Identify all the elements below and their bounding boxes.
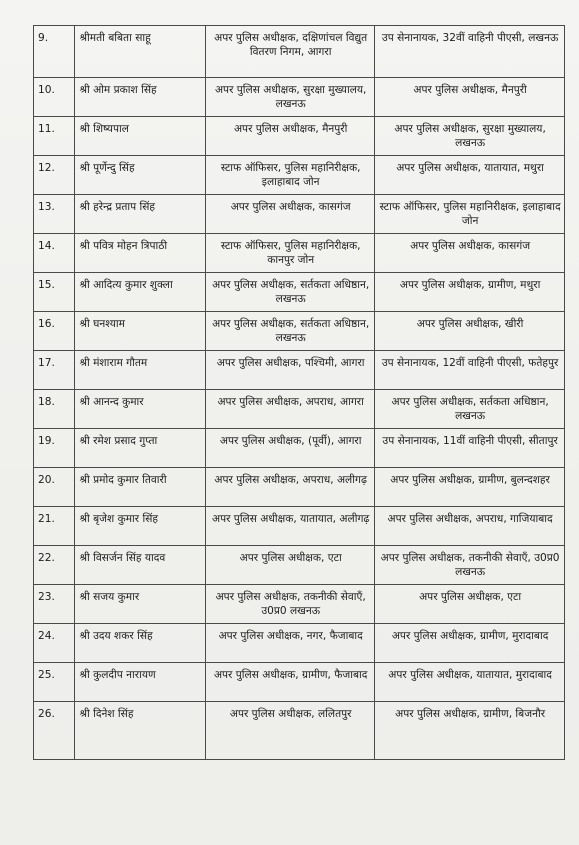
new-posting: अपर पुलिस अधीक्षक, अपराध, गाजियाबाद	[375, 507, 565, 546]
current-posting: अपर पुलिस अधीक्षक, दक्षिणांचल विद्युत वितरण निगम, आगरा	[206, 26, 375, 78]
new-posting: अपर पुलिस अधीक्षक, तकनीकी सेवाएँ, उ0प्र0 लखनऊ	[375, 546, 565, 585]
officer-name: श्री पवित्र मोहन त्रिपाठी	[75, 234, 206, 273]
transfer-list-table	[33, 25, 565, 760]
current-posting: अपर पुलिस अधीक्षक, कासगंज	[206, 195, 375, 234]
serial-number: 16.	[34, 312, 75, 351]
current-posting: अपर पुलिस अधीक्षक, सर्तकता अधिष्ठान, लखनऊ	[206, 273, 375, 312]
officer-name: श्री पूर्णेन्दु सिंह	[75, 156, 206, 195]
current-posting: अपर पुलिस अधीक्षक, तकनीकी सेवाएँ, उ0प्र0 लखनऊ	[206, 585, 375, 624]
officer-name: श्री शिष्यपाल	[75, 117, 206, 156]
table-row	[34, 546, 565, 585]
table-row	[34, 26, 565, 78]
serial-number: 10.	[34, 78, 75, 117]
serial-number: 15.	[34, 273, 75, 312]
table-row	[34, 624, 565, 663]
new-posting: उप सेनानायक, 11वीं वाहिनी पीएसी, सीतापुर	[375, 429, 565, 468]
officer-name: श्री आनन्द कुमार	[75, 390, 206, 429]
officer-name: श्री घनश्याम	[75, 312, 206, 351]
serial-number: 18.	[34, 390, 75, 429]
current-posting: अपर पुलिस अधीक्षक, नगर, फैजाबाद	[206, 624, 375, 663]
current-posting: स्टाफ ऑफिसर, पुलिस महानिरीक्षक, इलाहाबाद जोन	[206, 156, 375, 195]
current-posting: स्टाफ ऑफिसर, पुलिस महानिरीक्षक, कानपुर जोन	[206, 234, 375, 273]
current-posting: अपर पुलिस अधीक्षक, अपराध, अलीगढ़	[206, 468, 375, 507]
officer-name: श्री सजय कुमार	[75, 585, 206, 624]
serial-number: 20.	[34, 468, 75, 507]
serial-number: 9.	[34, 26, 75, 78]
new-posting: अपर पुलिस अधीक्षक, ग्रामीण, बुलन्दशहर	[375, 468, 565, 507]
table-row	[34, 507, 565, 546]
new-posting: अपर पुलिस अधीक्षक, ग्रामीण, मथुरा	[375, 273, 565, 312]
new-posting: अपर पुलिस अधीक्षक, कासगंज	[375, 234, 565, 273]
new-posting: अपर पुलिस अधीक्षक, यातायात, मुरादाबाद	[375, 663, 565, 702]
current-posting: अपर पुलिस अधीक्षक, सर्तकता अधिष्ठान, लखनऊ	[206, 312, 375, 351]
table-row	[34, 429, 565, 468]
officer-name: श्री बृजेश कुमार सिंह	[75, 507, 206, 546]
serial-number: 13.	[34, 195, 75, 234]
officer-name: श्री मंशाराम गौतम	[75, 351, 206, 390]
serial-number: 26.	[34, 702, 75, 760]
serial-number: 19.	[34, 429, 75, 468]
serial-number: 23.	[34, 585, 75, 624]
new-posting: अपर पुलिस अधीक्षक, ग्रामीण, बिजनौर	[375, 702, 565, 760]
new-posting: स्टाफ ऑफिसर, पुलिस महानिरीक्षक, इलाहाबाद जोन	[375, 195, 565, 234]
current-posting: अपर पुलिस अधीक्षक, ललितपुर	[206, 702, 375, 760]
serial-number: 22.	[34, 546, 75, 585]
officer-name: श्री आदित्य कुमार शुक्ला	[75, 273, 206, 312]
table-row	[34, 390, 565, 429]
table-row	[34, 663, 565, 702]
serial-number: 24.	[34, 624, 75, 663]
officer-name: श्री कुलदीप नारायण	[75, 663, 206, 702]
serial-number: 25.	[34, 663, 75, 702]
serial-number: 21.	[34, 507, 75, 546]
table-row	[34, 234, 565, 273]
table-row	[34, 156, 565, 195]
serial-number: 11.	[34, 117, 75, 156]
serial-number: 12.	[34, 156, 75, 195]
current-posting: अपर पुलिस अधीक्षक, यातायात, अलीगढ़	[206, 507, 375, 546]
table-row	[34, 702, 565, 760]
current-posting: अपर पुलिस अधीक्षक, ग्रामीण, फैजाबाद	[206, 663, 375, 702]
current-posting: अपर पुलिस अधीक्षक, एटा	[206, 546, 375, 585]
new-posting: अपर पुलिस अधीक्षक, मैनपुरी	[375, 78, 565, 117]
current-posting: अपर पुलिस अधीक्षक, सुरक्षा मुख्यालय, लखनऊ	[206, 78, 375, 117]
new-posting: अपर पुलिस अधीक्षक, यातायात, मथुरा	[375, 156, 565, 195]
officer-name: श्री प्रमोद कुमार तिवारी	[75, 468, 206, 507]
officer-name: श्री दिनेश सिंह	[75, 702, 206, 760]
serial-number: 14.	[34, 234, 75, 273]
current-posting: अपर पुलिस अधीक्षक, (पूर्वी), आगरा	[206, 429, 375, 468]
new-posting: अपर पुलिस अधीक्षक, ग्रामीण, मुरादाबाद	[375, 624, 565, 663]
serial-number: 17.	[34, 351, 75, 390]
officer-name: श्री उदय शकर सिंह	[75, 624, 206, 663]
new-posting: उप सेनानायक, 12वीं वाहिनी पीएसी, फतेहपुर	[375, 351, 565, 390]
table-row	[34, 117, 565, 156]
new-posting: उप सेनानायक, 32वीं वाहिनी पीएसी, लखनऊ	[375, 26, 565, 78]
table-row	[34, 468, 565, 507]
officer-name: श्री विसर्जन सिंह यादव	[75, 546, 206, 585]
officer-name: श्री ओम प्रकाश सिंह	[75, 78, 206, 117]
officer-name: श्रीमती बबिता साहू	[75, 26, 206, 78]
table-row	[34, 585, 565, 624]
table-row	[34, 273, 565, 312]
table-row	[34, 78, 565, 117]
officer-name: श्री हरेन्द्र प्रताप सिंह	[75, 195, 206, 234]
current-posting: अपर पुलिस अधीक्षक, अपराध, आगरा	[206, 390, 375, 429]
new-posting: अपर पुलिस अधीक्षक, खीरी	[375, 312, 565, 351]
officer-name: श्री रमेश प्रसाद गुप्ता	[75, 429, 206, 468]
table-row	[34, 195, 565, 234]
new-posting: अपर पुलिस अधीक्षक, एटा	[375, 585, 565, 624]
table-row	[34, 351, 565, 390]
current-posting: अपर पुलिस अधीक्षक, मैनपुरी	[206, 117, 375, 156]
current-posting: अपर पुलिस अधीक्षक, पश्चिमी, आगरा	[206, 351, 375, 390]
new-posting: अपर पुलिस अधीक्षक, सुरक्षा मुख्यालय, लखनऊ	[375, 117, 565, 156]
table-row	[34, 312, 565, 351]
new-posting: अपर पुलिस अधीक्षक, सर्तकता अधिष्ठान, लखनऊ	[375, 390, 565, 429]
